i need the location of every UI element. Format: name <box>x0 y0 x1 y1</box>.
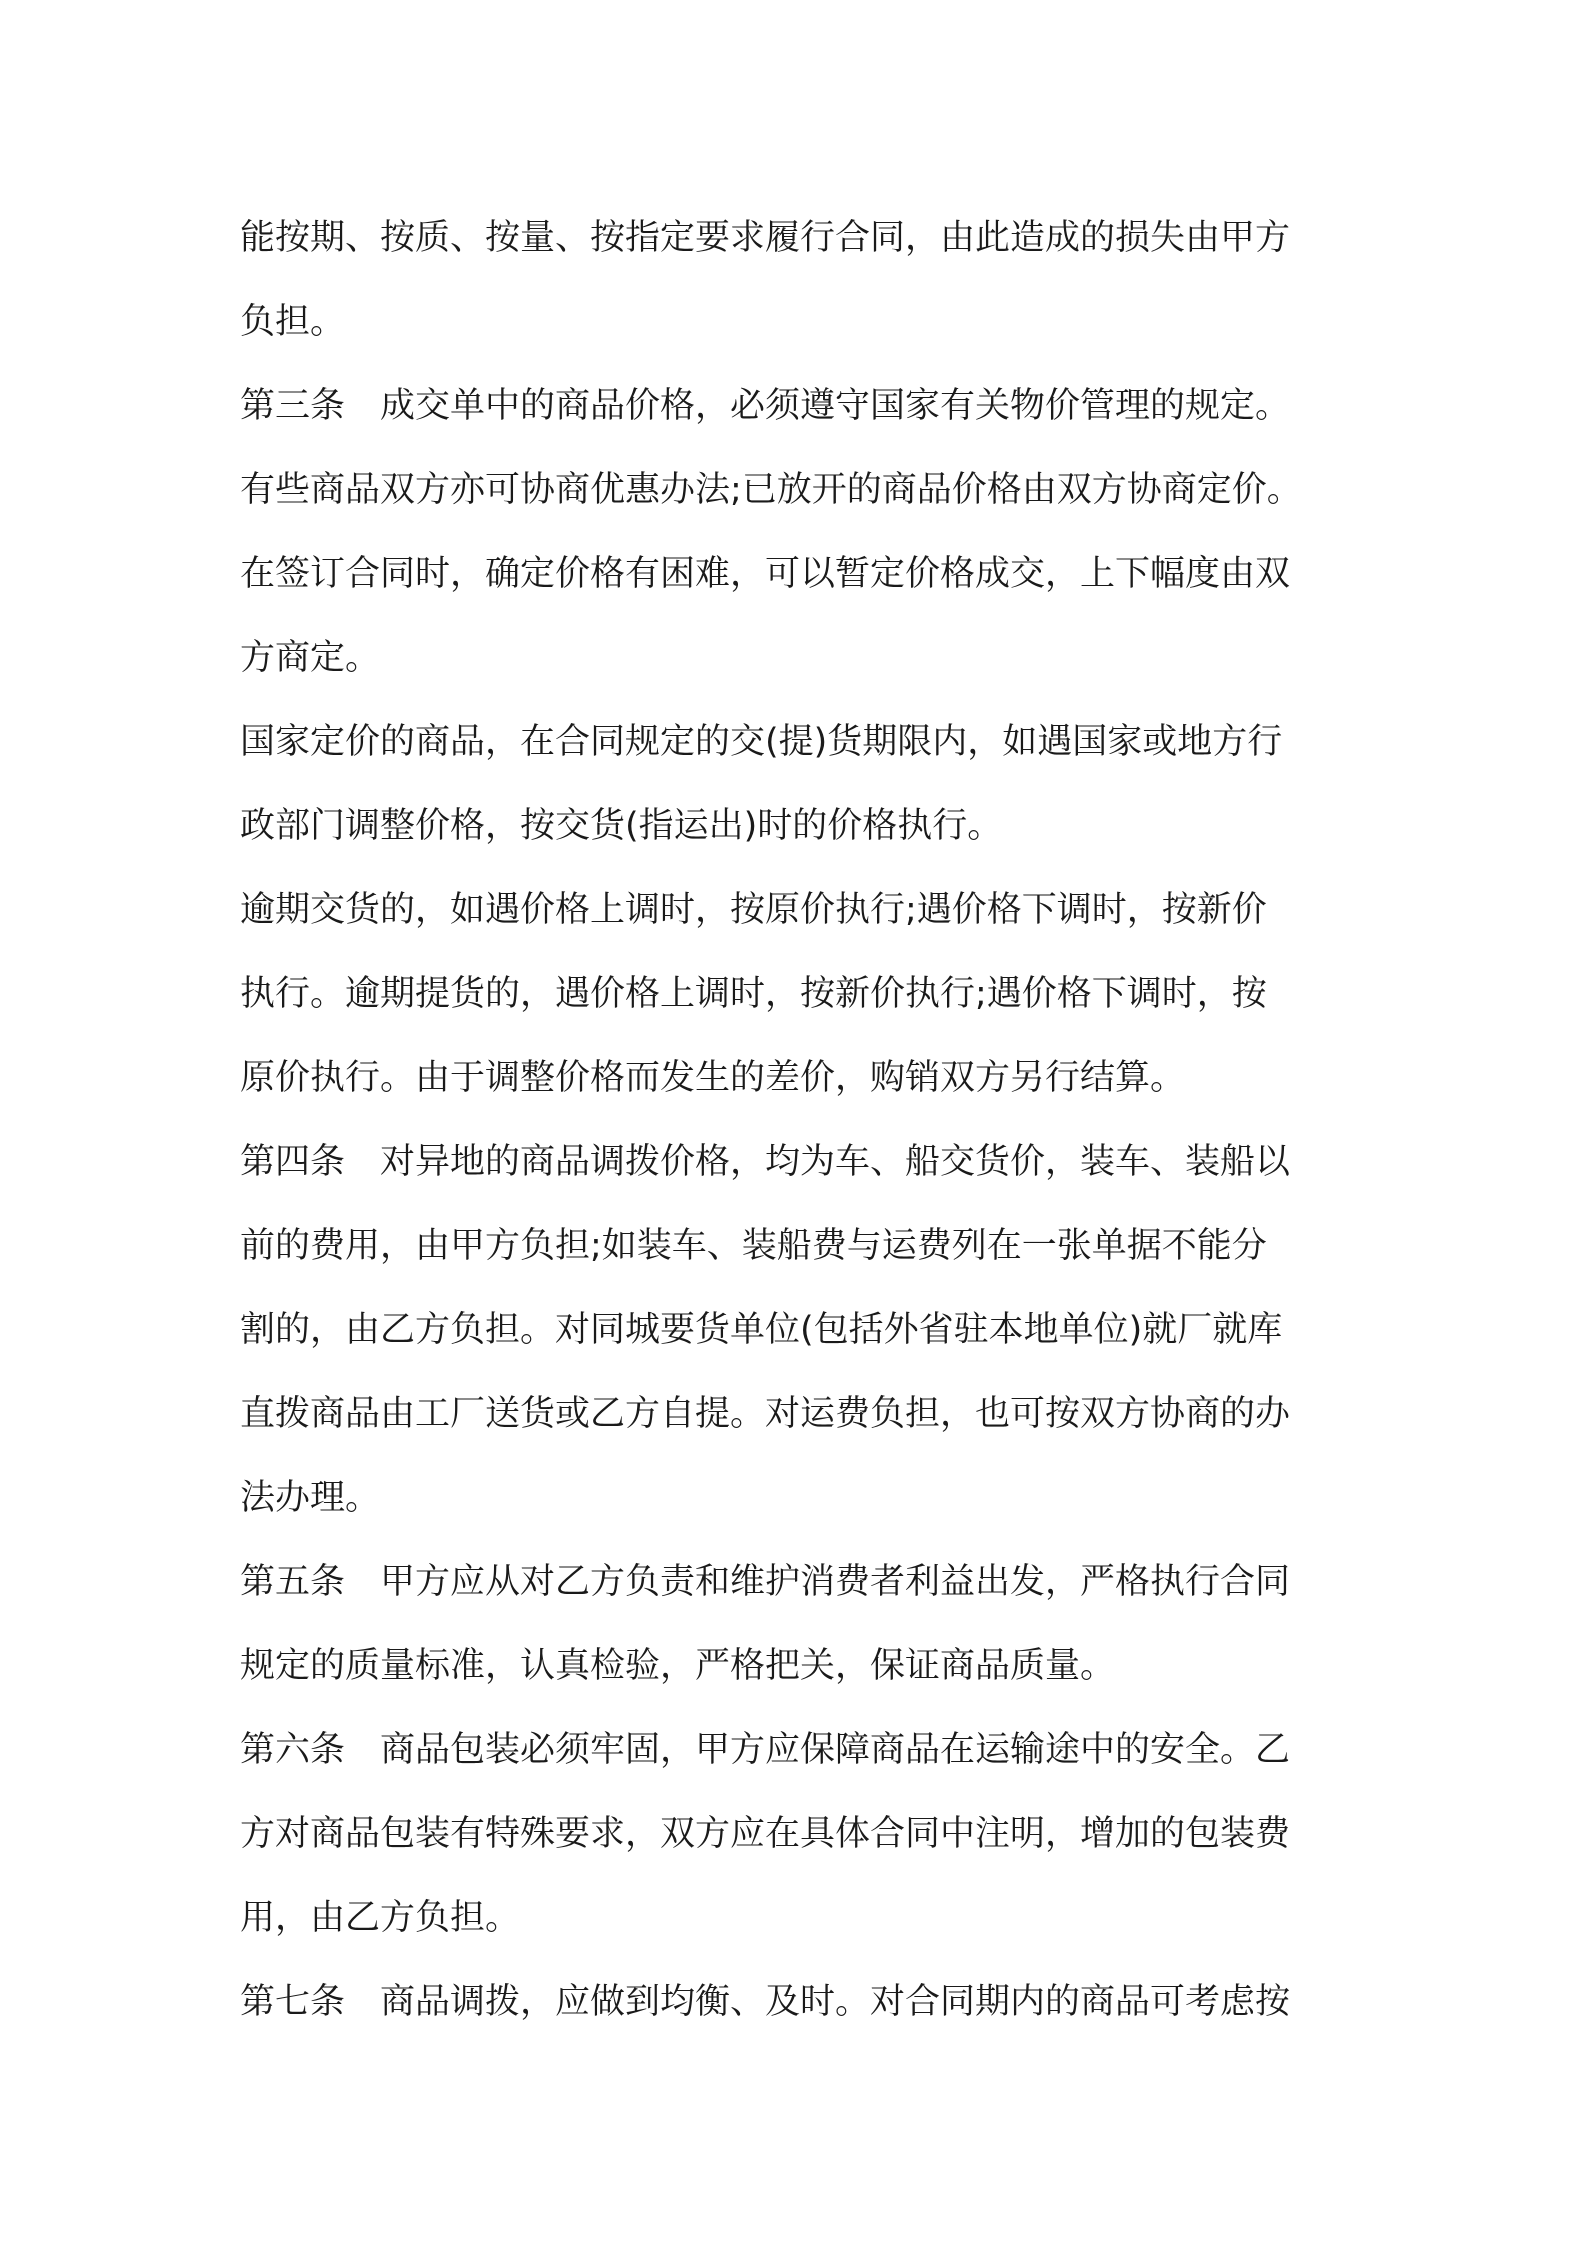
text-line: 在签订合同时，确定价格有困难，可以暂定价格成交，上下幅度由双 <box>240 554 1291 594</box>
text-line: 第六条 商品包装必须牢固，甲方应保障商品在运输途中的安全。乙 <box>240 1730 1291 1770</box>
text-line: 逾期交货的，如遇价格上调时，按原价执行;遇价格下调时，按新价 <box>240 890 1267 930</box>
text-line: 第五条 甲方应从对乙方负责和维护消费者利益出发，严格执行合同 <box>240 1562 1291 1602</box>
text-line: 第三条 成交单中的商品价格，必须遵守国家有关物价管理的规定。 <box>240 386 1291 426</box>
text-line: 负担。 <box>240 302 346 342</box>
text-line: 直拨商品由工厂送货或乙方自提。对运费负担，也可按双方协商的办 <box>240 1394 1291 1434</box>
text-line: 第四条 对异地的商品调拨价格，均为车、船交货价，装车、装船以 <box>240 1142 1291 1182</box>
text-line: 方对商品包装有特殊要求，双方应在具体合同中注明，增加的包装费 <box>240 1814 1291 1854</box>
text-line: 国家定价的商品，在合同规定的交(提)货期限内，如遇国家或地方行 <box>240 722 1283 762</box>
text-line: 执行。逾期提货的，遇价格上调时，按新价执行;遇价格下调时，按 <box>240 974 1267 1014</box>
document-body <box>240 196 1360 2044</box>
text-line: 有些商品双方亦可协商优惠办法;已放开的商品价格由双方协商定价。 <box>240 470 1302 510</box>
text-line: 规定的质量标准，认真检验，严格把关，保证商品质量。 <box>240 1646 1116 1686</box>
text-line: 法办理。 <box>240 1478 381 1518</box>
text-line: 方商定。 <box>240 638 381 678</box>
text-line: 第七条 商品调拨，应做到均衡、及时。对合同期内的商品可考虑按 <box>240 1982 1291 2022</box>
text-line: 前的费用，由甲方负担;如装车、装船费与运费列在一张单据不能分 <box>240 1226 1267 1266</box>
text-line: 政部门调整价格，按交货(指运出)时的价格执行。 <box>240 806 1003 846</box>
text-line: 能按期、按质、按量、按指定要求履行合同，由此造成的损失由甲方 <box>240 218 1291 258</box>
text-line: 原价执行。由于调整价格而发生的差价，购销双方另行结算。 <box>240 1058 1186 1098</box>
text-line: 用，由乙方负担。 <box>240 1898 521 1938</box>
text-line: 割的，由乙方负担。对同城要货单位(包括外省驻本地单位)就厂就库 <box>240 1310 1283 1350</box>
